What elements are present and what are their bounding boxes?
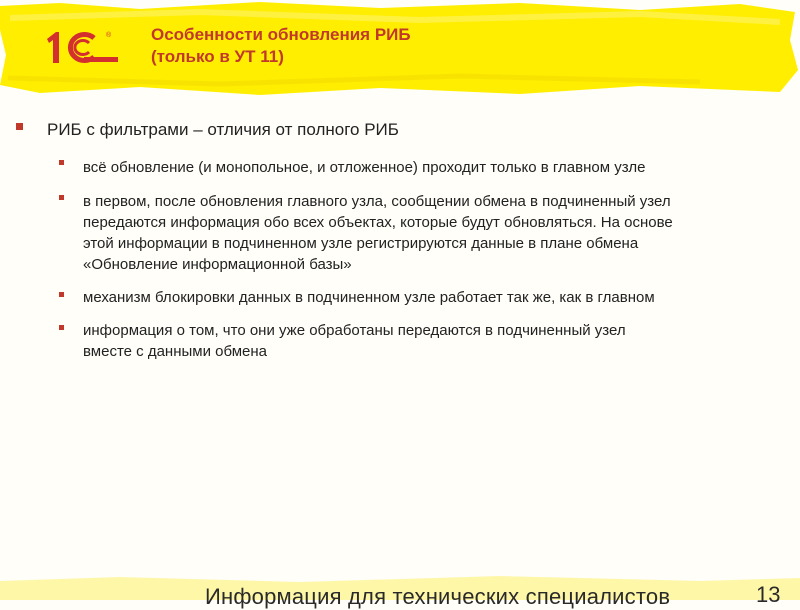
1c-logo: [44, 27, 120, 67]
list-item-line: механизм блокировки данных в подчиненном узле работает так же, как в главном: [83, 289, 655, 306]
list-item-line: всё обновление (и монопольное, и отложенное) проходит только в главном узле: [83, 159, 646, 176]
list-item: [83, 157, 783, 178]
section-heading: РИБ с фильтрами – отличия от полного РИБ: [47, 120, 399, 139]
list-item-line: в первом, после обновления главного узла, сообщении обмена в подчиненный узел: [83, 193, 671, 210]
list-item-line: этой информации в подчиненном узле регистрируются данные в плане обмена: [83, 235, 639, 252]
title-line-2: (только в УТ 11): [151, 47, 284, 66]
list-item-line: передаются информация обо всех объектах, которые будут обновляться. На основе: [83, 214, 673, 231]
registered-mark: ®: [106, 32, 112, 39]
page-title: [151, 24, 751, 68]
level2-bullet: [59, 160, 64, 165]
level1-bullet: [16, 123, 23, 130]
level2-bullet: [59, 195, 64, 200]
level2-bullet: [59, 325, 64, 330]
list-item-line: информация о том, что они уже обработаны передаются в подчиненный узел: [83, 322, 626, 339]
list-item-line: «Обновление информационной базы»: [83, 256, 352, 273]
title-line-1: Особенности обновления РИБ: [151, 25, 411, 44]
list-item: [83, 287, 783, 308]
level2-bullet: [59, 292, 64, 297]
list-item: [83, 191, 783, 275]
page-number: 13: [756, 582, 781, 607]
list-item-line: вместе с данными обмена: [83, 343, 268, 360]
footer-text: Информация для технических специалистов: [205, 584, 671, 609]
list-item: [83, 320, 783, 362]
